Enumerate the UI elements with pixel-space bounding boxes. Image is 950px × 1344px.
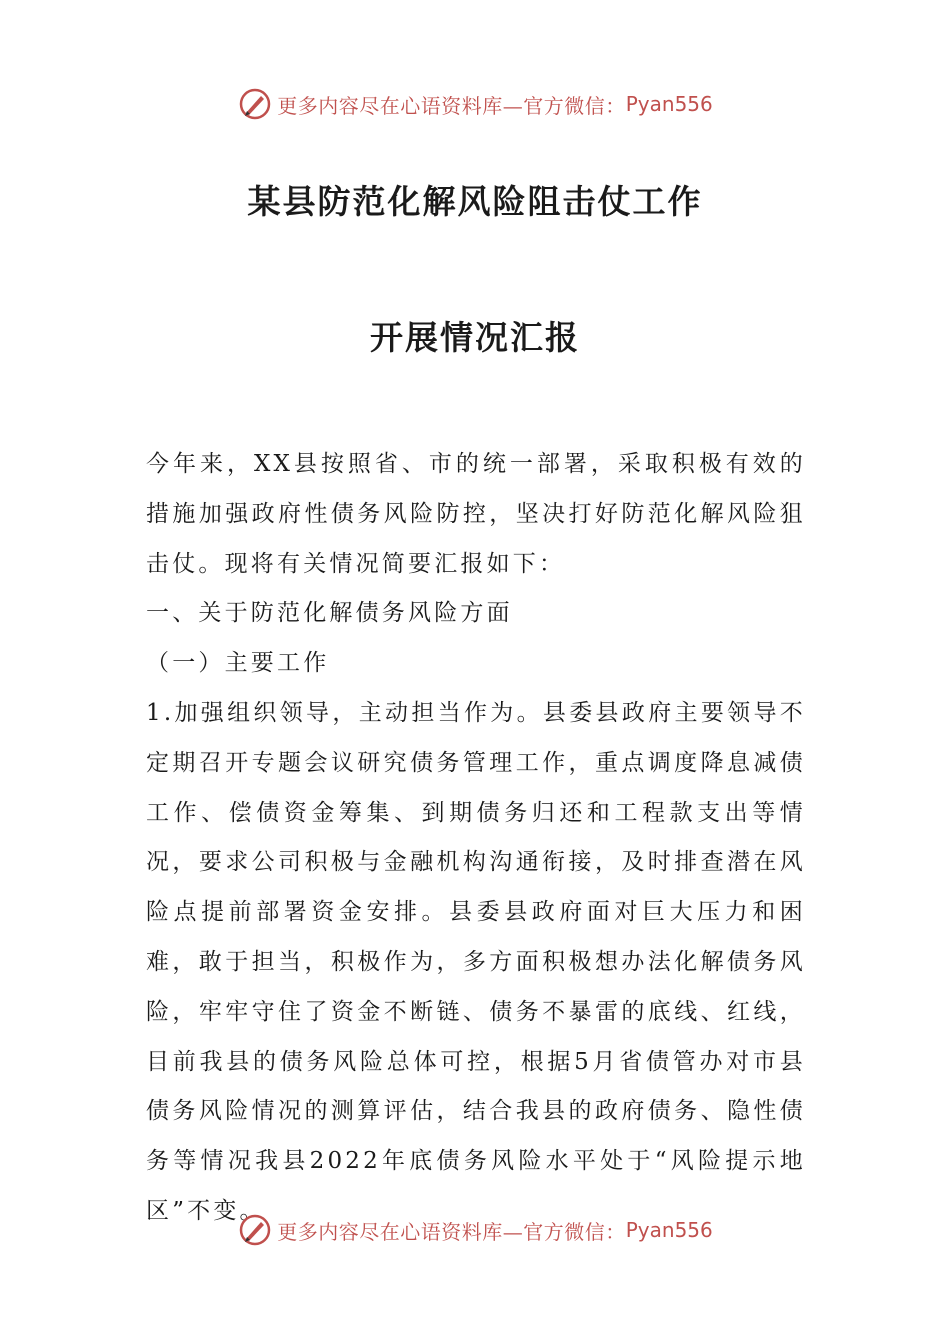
subsection-heading: （一）主要工作 [146, 650, 330, 677]
document-title-line2: 开展情况汇报 [370, 318, 580, 357]
watermark-banner-bottom [0, 1210, 950, 1250]
watermark-banner-top [0, 84, 950, 124]
watermark-text: 更多内容尽在心语资料库—官方微信： [277, 93, 626, 118]
intro-paragraph: 今年来，XX县按照省、市的统一部署，采取积极有效的措施加强政府性债务风险防控，坚决打好防范化解风险狙击仗。现将有关情况简要汇报如下： [146, 451, 806, 577]
pen-logo-icon [237, 86, 273, 122]
document-body [146, 440, 806, 1237]
section-heading: 一、关于防范化解债务风险方面 [146, 600, 513, 627]
watermark-wechat-id: Pyan556 [625, 92, 713, 116]
watermark-text: 更多内容尽在心语资料库—官方微信： [277, 1219, 626, 1244]
pen-logo-icon [237, 1212, 273, 1248]
watermark-wechat-id: Pyan556 [625, 1218, 713, 1242]
body-paragraph: 1.加强组织领导，主动担当作为。县委县政府主要领导不定期召开专题会议研究债务管理工作，重点调度降息减债工作、偿债资金筹集、到期债务归还和工程款支出等情况，要求公司积极与金融机构沟通衔接，及时排查潜在风险点提前部署资金安排。县委县政府面对巨大压力和困难，敢于担当，积极作为，多方面积极想办法化解债务风险，牢牢守住了资金不断链、债务不暴雷的底线、红线，目前我县的债务风险总体可控，根据5月省债管办对市县债务风险情况的测算评估，结合我县的政府债务、隐性债务等情况我县2022年底债务风险水平处于“风险提示地区”不变。 [146, 699, 806, 1224]
document-title-line1: 某县防范化解风险阻击仗工作 [247, 182, 703, 221]
